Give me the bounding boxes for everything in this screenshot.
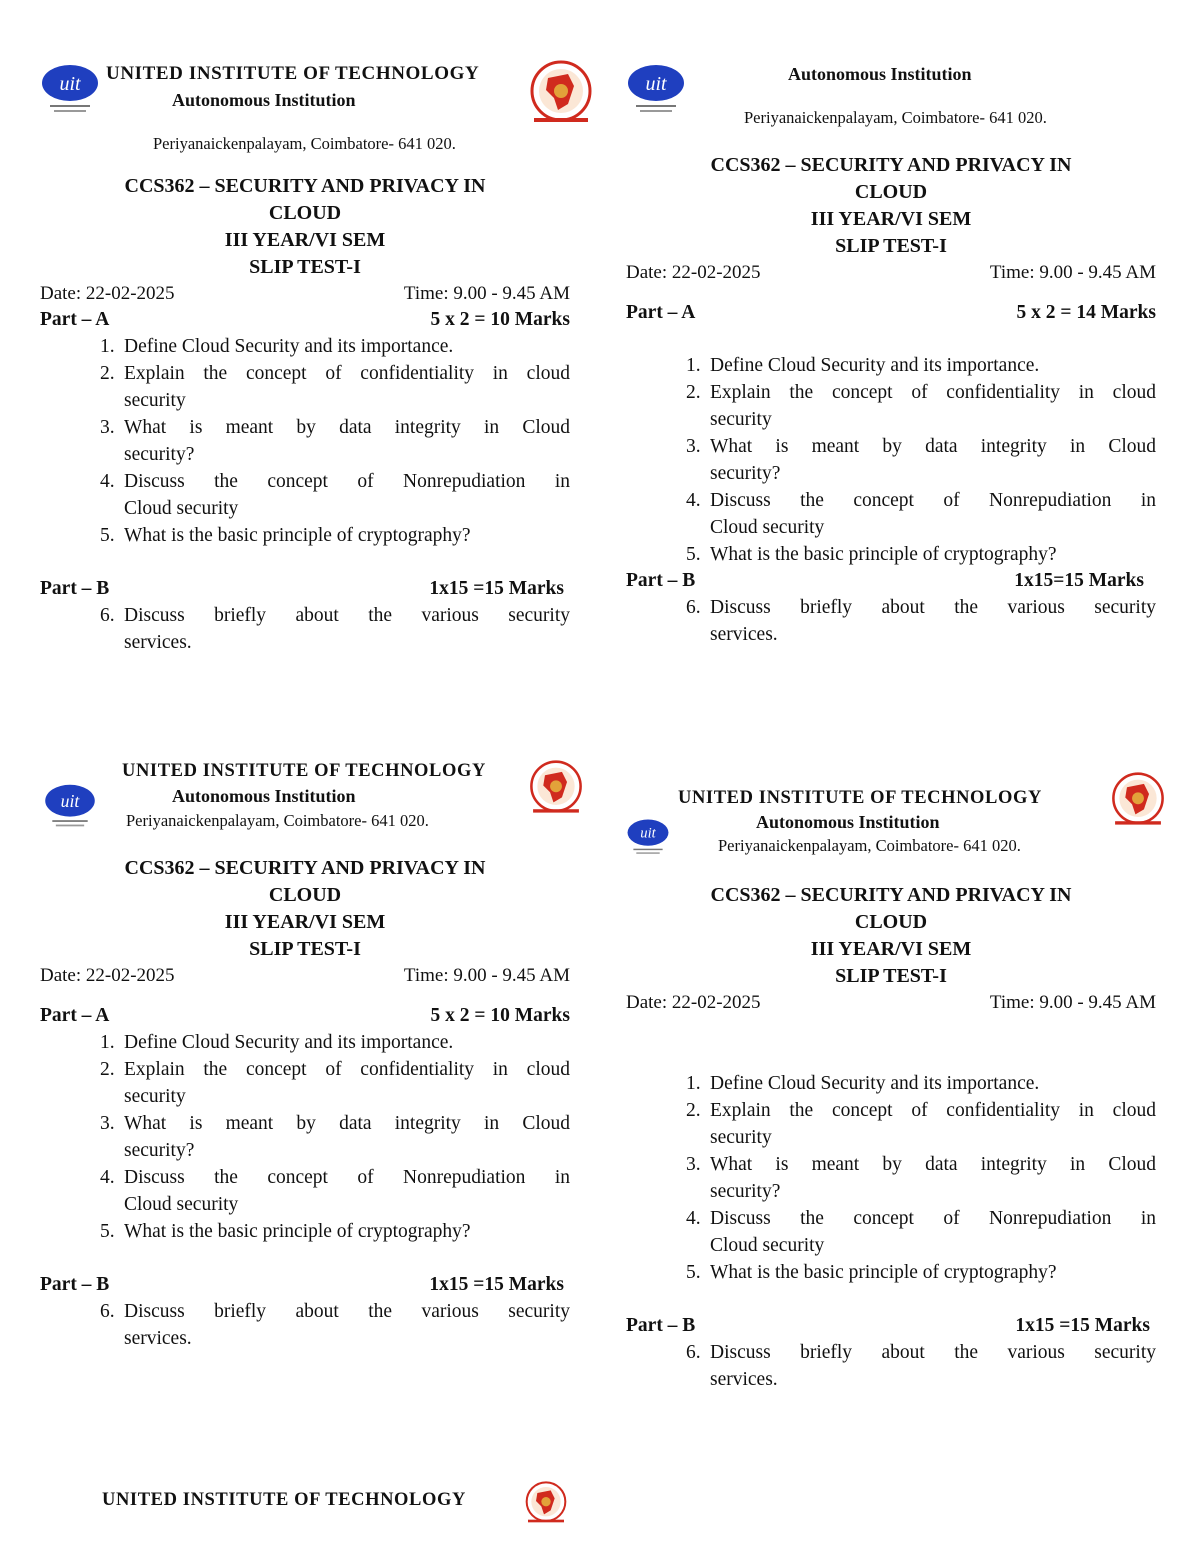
question-item: 5. What is the basic principle of cryptography? (100, 1221, 471, 1242)
part-b-marks: 1x15 =15 Marks (429, 578, 564, 599)
institution-address: Periyanaickenpalayam, Coimbatore- 641 020. (126, 811, 429, 830)
part-b-heading (40, 576, 570, 602)
test-name: SLIP TEST-I (835, 235, 947, 257)
svg-text:uit: uit (640, 825, 656, 842)
question-item: 4. Discuss the concept of Nonrepudiation in Cloud security (686, 490, 1156, 538)
part-a-marks: 5 x 2 = 14 Marks (1016, 302, 1156, 323)
part-b-label: Part – B (40, 578, 110, 599)
institution-name: UNITED INSTITUTE OF TECHNOLOGY (678, 788, 1042, 808)
uit-logo (626, 818, 670, 856)
part-a-heading (40, 1003, 570, 1029)
slip-test-sheet-5 (40, 1478, 570, 1568)
institution-name: UNITED INSTITUTE OF TECHNOLOGY (102, 1490, 466, 1510)
question-item: 6. Discuss briefly about the various security services. (100, 605, 570, 653)
institution-subtitle: Autonomous Institution (756, 812, 940, 832)
course-title: CCS362 – SECURITY AND PRIVACY IN CLOUD (124, 175, 486, 224)
svg-text:uit: uit (645, 73, 667, 95)
uit-logo (40, 63, 100, 115)
date-time-row (40, 963, 570, 989)
emblem-icon (524, 1481, 568, 1525)
part-a-questions (626, 1070, 1156, 1286)
course-heading (40, 173, 570, 281)
institution-address: Periyanaickenpalayam, Coimbatore- 641 020. (153, 134, 456, 153)
sheet-header (626, 778, 1156, 860)
slip-test-sheet-2 (626, 55, 1156, 648)
slip-test-sheet-3 (40, 755, 570, 1352)
part-b-heading (626, 1313, 1156, 1339)
question-item: 6. Discuss briefly about the various security services. (686, 597, 1156, 645)
exam-time: Time: 9.00 - 9.45 AM (989, 992, 1156, 1013)
question-item: 3. What is meant by data integrity in Cloud security? (686, 436, 1156, 484)
exam-date: Date: 22-02-2025 (40, 283, 175, 304)
part-a-label: Part – A (626, 302, 696, 323)
exam-time: Time: 9.00 - 9.45 AM (403, 283, 570, 304)
course-heading (626, 152, 1156, 260)
question-item: 5. What is the basic principle of cryptography? (686, 1262, 1057, 1283)
sheet-header (40, 1478, 570, 1568)
exam-date: Date: 22-02-2025 (40, 965, 175, 986)
part-a-label: Part – A (40, 309, 110, 330)
part-a-heading (40, 307, 570, 333)
course-heading (626, 882, 1156, 990)
part-b-questions (626, 594, 1156, 648)
question-item: 4. Discuss the concept of Nonrepudiation in Cloud security (100, 471, 570, 519)
uit-logo (626, 63, 686, 115)
part-b-label: Part – B (40, 1274, 110, 1295)
part-a-marks: 5 x 2 = 10 Marks (430, 1005, 570, 1026)
question-item: 2. Explain the concept of confidentiality in cloud security (100, 1059, 570, 1107)
test-name: SLIP TEST-I (249, 256, 361, 278)
question-item: 1. Define Cloud Security and its importance. (100, 1032, 454, 1053)
question-item: 3. What is meant by data integrity in Cloud security? (686, 1154, 1156, 1202)
uit-logo (42, 783, 98, 829)
question-item: 5. What is the basic principle of cryptography? (686, 544, 1057, 565)
exam-date: Date: 22-02-2025 (626, 262, 761, 283)
year-semester: III YEAR/VI SEM (810, 938, 972, 960)
part-a-heading (626, 300, 1156, 326)
date-time-row (40, 281, 570, 307)
date-time-row (626, 260, 1156, 286)
question-item: 2. Explain the concept of confidentiality in cloud security (100, 363, 570, 411)
question-item: 4. Discuss the concept of Nonrepudiation in Cloud security (100, 1167, 570, 1215)
institution-subtitle: Autonomous Institution (172, 786, 356, 806)
question-item: 1. Define Cloud Security and its importance. (686, 1073, 1040, 1094)
emblem-icon (1110, 772, 1166, 828)
part-b-questions (40, 602, 570, 656)
sheet-header (40, 55, 570, 153)
slip-test-sheet-4 (626, 778, 1156, 1393)
part-b-marks: 1x15 =15 Marks (1015, 1315, 1150, 1336)
part-a-questions (40, 1029, 570, 1245)
institution-address: Periyanaickenpalayam, Coimbatore- 641 020. (744, 108, 1047, 127)
svg-text:uit: uit (59, 73, 81, 95)
date-time-row (626, 990, 1156, 1016)
question-item: 4. Discuss the concept of Nonrepudiation in Cloud security (686, 1208, 1156, 1256)
sheet-header (626, 55, 1156, 135)
question-item: 2. Explain the concept of confidentiality in cloud security (686, 1100, 1156, 1148)
part-a-marks: 5 x 2 = 10 Marks (430, 309, 570, 330)
question-item: 3. What is meant by data integrity in Cloud security? (100, 417, 570, 465)
question-item: 1. Define Cloud Security and its importance. (100, 336, 454, 357)
course-title: CCS362 – SECURITY AND PRIVACY IN CLOUD (124, 857, 486, 906)
question-item: 6. Discuss briefly about the various security services. (100, 1301, 570, 1349)
part-b-heading (40, 1272, 570, 1298)
svg-text:uit: uit (60, 790, 80, 811)
part-b-marks: 1x15 =15 Marks (429, 1274, 564, 1295)
exam-time: Time: 9.00 - 9.45 AM (403, 965, 570, 986)
institution-subtitle: Autonomous Institution (788, 64, 972, 84)
part-b-label: Part – B (626, 570, 696, 591)
part-b-label: Part – B (626, 1315, 696, 1336)
emblem-icon (528, 60, 594, 126)
institution-name: UNITED INSTITUTE OF TECHNOLOGY (122, 761, 486, 781)
sheet-header (40, 755, 570, 837)
part-a-label: Part – A (40, 1005, 110, 1026)
institution-subtitle: Autonomous Institution (172, 90, 356, 110)
part-a-questions (40, 333, 570, 549)
exam-time: Time: 9.00 - 9.45 AM (989, 262, 1156, 283)
question-item: 2. Explain the concept of confidentiality in cloud security (686, 382, 1156, 430)
part-b-questions (40, 1298, 570, 1352)
test-name: SLIP TEST-I (249, 938, 361, 960)
part-b-heading (626, 568, 1156, 594)
part-b-questions (626, 1339, 1156, 1393)
test-name: SLIP TEST-I (835, 965, 947, 987)
question-item: 5. What is the basic principle of cryptography? (100, 525, 471, 546)
course-title: CCS362 – SECURITY AND PRIVACY IN CLOUD (710, 154, 1072, 203)
year-semester: III YEAR/VI SEM (810, 208, 972, 230)
exam-date: Date: 22-02-2025 (626, 992, 761, 1013)
emblem-icon (528, 760, 584, 816)
year-semester: III YEAR/VI SEM (224, 911, 386, 933)
slip-test-sheet-1 (40, 55, 570, 656)
institution-address: Periyanaickenpalayam, Coimbatore- 641 020. (718, 836, 1021, 855)
part-a-questions (626, 352, 1156, 568)
institution-name: UNITED INSTITUTE OF TECHNOLOGY (106, 63, 480, 84)
year-semester: III YEAR/VI SEM (224, 229, 386, 251)
question-item: 1. Define Cloud Security and its importance. (686, 355, 1040, 376)
part-b-marks: 1x15=15 Marks (1014, 570, 1144, 591)
question-item: 3. What is meant by data integrity in Cloud security? (100, 1113, 570, 1161)
question-item: 6. Discuss briefly about the various security services. (686, 1342, 1156, 1390)
course-title: CCS362 – SECURITY AND PRIVACY IN CLOUD (710, 884, 1072, 933)
course-heading (40, 855, 570, 963)
